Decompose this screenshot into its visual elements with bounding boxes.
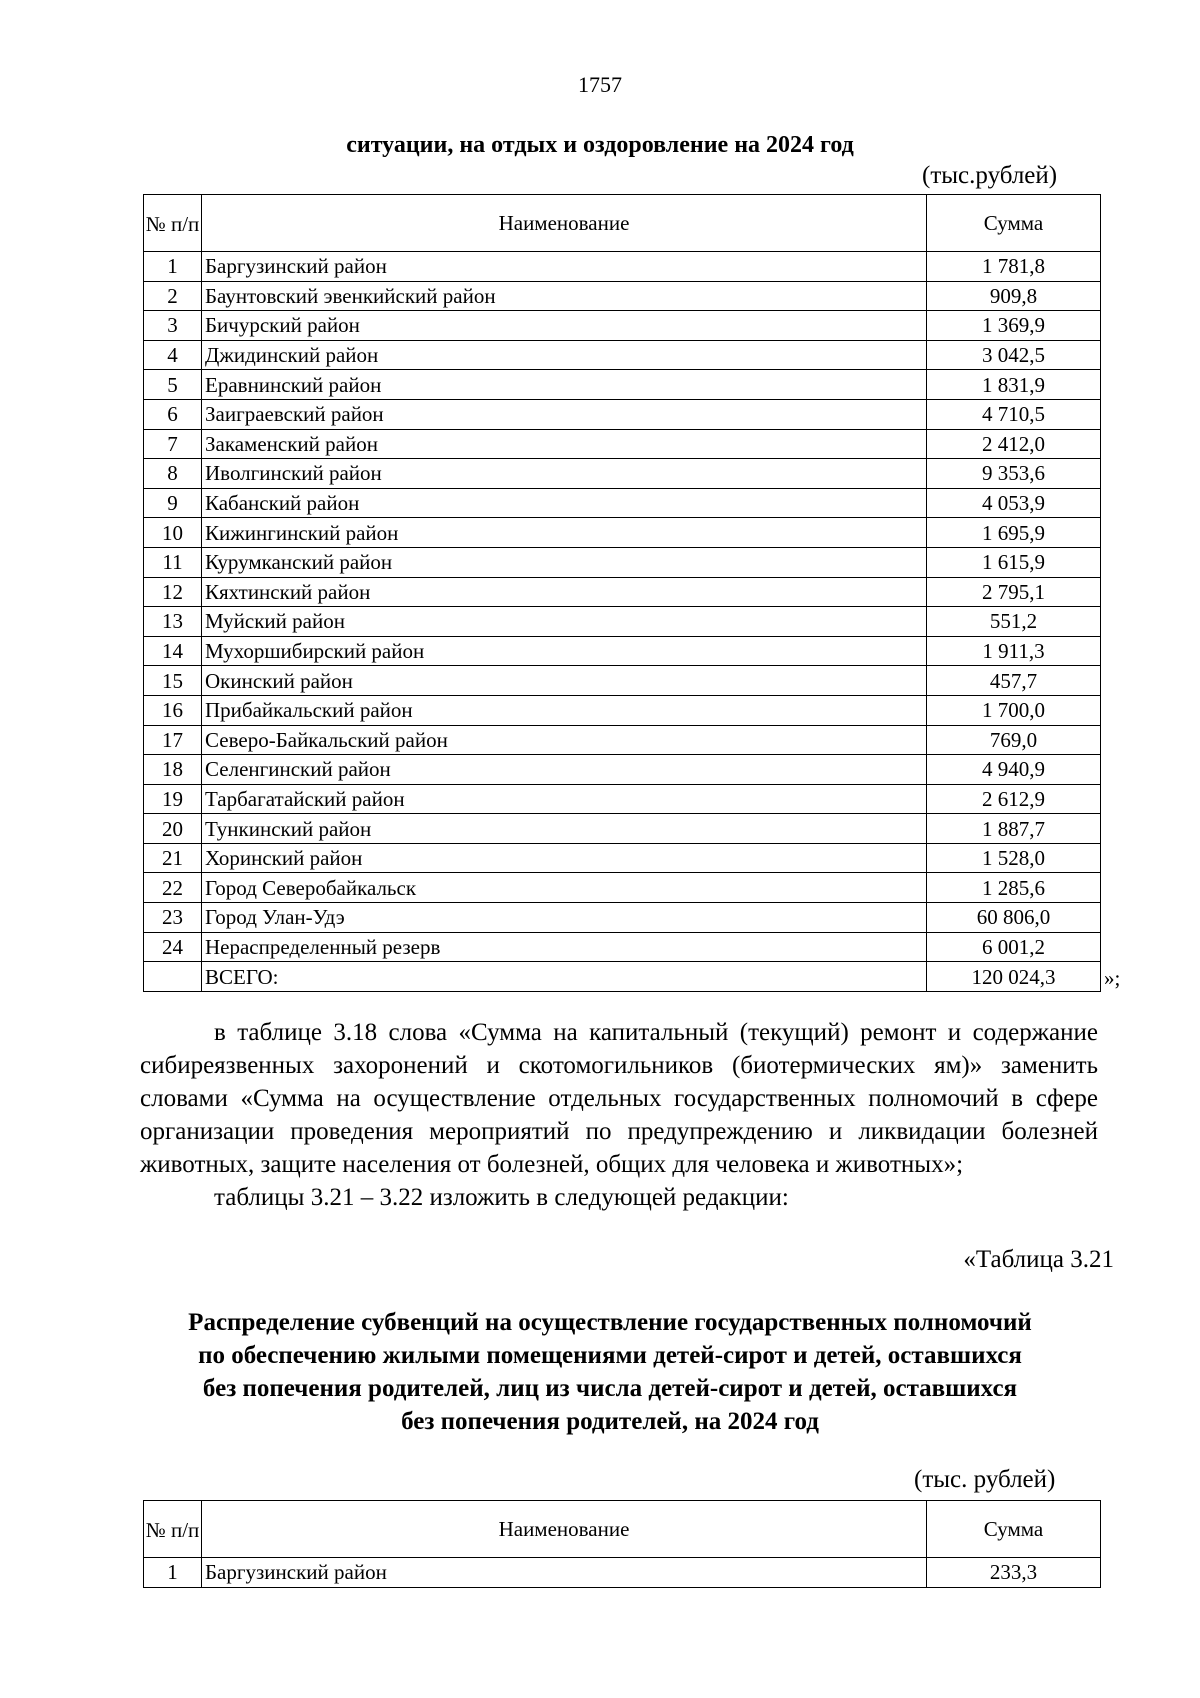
row-name: Джидинский район: [202, 340, 927, 370]
row-name: Бичурский район: [202, 311, 927, 341]
row-name: Мухоршибирский район: [202, 636, 927, 666]
row-sum: 9 353,6: [927, 459, 1101, 489]
table-row: [144, 962, 1101, 992]
table2: [143, 1500, 1101, 1588]
row-sum: 1 369,9: [927, 311, 1101, 341]
row-number: 9: [144, 488, 202, 518]
table1-units: (тыс.рублей): [922, 162, 1058, 189]
header-sum: Сумма: [927, 1501, 1101, 1558]
table2-title-line: по обеспечению жилыми помещениями детей-сирот и детей, оставшихся: [198, 1342, 1022, 1369]
table-row: [144, 636, 1101, 666]
row-name: Баргузинский район: [202, 252, 927, 282]
row-name: ВСЕГО:: [202, 962, 927, 992]
row-sum: 909,8: [927, 281, 1101, 311]
row-number: 21: [144, 843, 202, 873]
row-name: Окинский район: [202, 666, 927, 696]
table-row: [144, 340, 1101, 370]
row-sum: 4 053,9: [927, 488, 1101, 518]
row-sum: 4 940,9: [927, 755, 1101, 785]
row-number: 7: [144, 429, 202, 459]
row-sum: 1 695,9: [927, 518, 1101, 548]
amendment-text: [140, 1016, 1098, 1214]
table-row: [144, 252, 1101, 282]
row-sum: 769,0: [927, 725, 1101, 755]
row-sum: 457,7: [927, 666, 1101, 696]
row-number: 18: [144, 755, 202, 785]
row-name: Еравнинский район: [202, 370, 927, 400]
table-row: [144, 1558, 1101, 1588]
row-sum: 6 001,2: [927, 932, 1101, 962]
row-name: Баргузинский район: [202, 1558, 927, 1588]
table-row: [144, 755, 1101, 785]
row-name: Тункинский район: [202, 814, 927, 844]
row-sum: 1 285,6: [927, 873, 1101, 903]
table-row: [144, 725, 1101, 755]
row-sum: 2 795,1: [927, 577, 1101, 607]
row-number: 2: [144, 281, 202, 311]
header-num: № п/п: [144, 195, 202, 252]
row-number: 13: [144, 607, 202, 637]
row-sum: 1 781,8: [927, 252, 1101, 282]
header-sum: Сумма: [927, 195, 1101, 252]
table-3-21-label: «Таблица 3.21: [963, 1246, 1114, 1273]
table-row: [144, 547, 1101, 577]
table-row: [144, 666, 1101, 696]
row-name: Кабанский район: [202, 488, 927, 518]
row-sum: 1 615,9: [927, 547, 1101, 577]
row-sum: 1 911,3: [927, 636, 1101, 666]
header-num: № п/п: [144, 1501, 202, 1558]
row-number: 20: [144, 814, 202, 844]
table-row: [144, 843, 1101, 873]
table-row: [144, 607, 1101, 637]
paragraph-tables-3-21-3-22: таблицы 3.21 – 3.22 изложить в следующей редакции:: [214, 1184, 789, 1211]
table-row: [144, 311, 1101, 341]
row-name: Закаменский район: [202, 429, 927, 459]
row-sum: 120 024,3: [927, 962, 1101, 992]
table2-title-line: без попечения родителей, лиц из числа детей-сирот и детей, оставшихся: [202, 1375, 1018, 1402]
table1-title: ситуации, на отдых и оздоровление на 2024 год: [346, 132, 854, 158]
table1-header-row: [144, 195, 1101, 252]
row-number: 1: [144, 1558, 202, 1588]
page-number: 1757: [578, 72, 622, 97]
table1: [143, 194, 1101, 992]
table-row: [144, 281, 1101, 311]
table2-title-line: Распределение субвенций на осуществление государственных полномочий: [188, 1309, 1032, 1336]
paragraph-table-3-18: в таблице 3.18 слова «Сумма на капитальный (текущий) ремонт и содержание сибиреязвенных захоронений и скотомогильников (биотермических ям)» заменить словами «Сумма на осуществление отдельных государственных полномочий в сфере организации проведения мероприятий по предупреждению и ликвидации болезней животных, защите населения от болезней, общих для человека и животных»;: [140, 1019, 1098, 1178]
row-name: Город Северобайкальск: [202, 873, 927, 903]
row-number: 16: [144, 695, 202, 725]
row-name: Кижингинский район: [202, 518, 927, 548]
table2-units: (тыс. рублей): [914, 1466, 1056, 1493]
row-sum: 2 412,0: [927, 429, 1101, 459]
row-name: Город Улан-Удэ: [202, 903, 927, 933]
row-number: 17: [144, 725, 202, 755]
table2-title-line: без попечения родителей, на 2024 год: [401, 1408, 819, 1435]
row-sum: 1 887,7: [927, 814, 1101, 844]
table-row: [144, 370, 1101, 400]
row-sum: 1 528,0: [927, 843, 1101, 873]
row-sum: 233,3: [927, 1558, 1101, 1588]
closing-quote-mark: »;: [1104, 966, 1121, 990]
row-number: 11: [144, 547, 202, 577]
row-name: Селенгинский район: [202, 755, 927, 785]
row-number: 15: [144, 666, 202, 696]
table-row: [144, 429, 1101, 459]
row-name: Муйский район: [202, 607, 927, 637]
header-name: Наименование: [202, 195, 927, 252]
row-number: 19: [144, 784, 202, 814]
row-sum: 1 831,9: [927, 370, 1101, 400]
row-number: 24: [144, 932, 202, 962]
row-number: 23: [144, 903, 202, 933]
row-name: Тарбагатайский район: [202, 784, 927, 814]
row-sum: 4 710,5: [927, 399, 1101, 429]
table2-title: [120, 1306, 1100, 1438]
row-number: 22: [144, 873, 202, 903]
row-number: [144, 962, 202, 992]
row-number: 3: [144, 311, 202, 341]
table-row: [144, 873, 1101, 903]
table-row: [144, 784, 1101, 814]
row-sum: 1 700,0: [927, 695, 1101, 725]
row-number: 8: [144, 459, 202, 489]
row-number: 10: [144, 518, 202, 548]
table-row: [144, 399, 1101, 429]
row-name: Кяхтинский район: [202, 577, 927, 607]
row-name: Иволгинский район: [202, 459, 927, 489]
table-row: [144, 577, 1101, 607]
row-number: 5: [144, 370, 202, 400]
table-row: [144, 518, 1101, 548]
row-number: 12: [144, 577, 202, 607]
table-row: [144, 459, 1101, 489]
row-name: Баунтовский эвенкийский район: [202, 281, 927, 311]
row-sum: 551,2: [927, 607, 1101, 637]
table-row: [144, 814, 1101, 844]
row-name: Прибайкальский район: [202, 695, 927, 725]
row-sum: 2 612,9: [927, 784, 1101, 814]
header-name: Наименование: [202, 1501, 927, 1558]
table-row: [144, 932, 1101, 962]
row-name: Северо-Байкальский район: [202, 725, 927, 755]
table2-header-row: [144, 1501, 1101, 1558]
row-name: Заиграевский район: [202, 399, 927, 429]
row-name: Курумканский район: [202, 547, 927, 577]
table-row: [144, 903, 1101, 933]
row-sum: 60 806,0: [927, 903, 1101, 933]
table-row: [144, 488, 1101, 518]
table-row: [144, 695, 1101, 725]
row-number: 6: [144, 399, 202, 429]
row-number: 14: [144, 636, 202, 666]
row-number: 1: [144, 252, 202, 282]
row-name: Нераспределенный резерв: [202, 932, 927, 962]
row-number: 4: [144, 340, 202, 370]
row-name: Хоринский район: [202, 843, 927, 873]
row-sum: 3 042,5: [927, 340, 1101, 370]
